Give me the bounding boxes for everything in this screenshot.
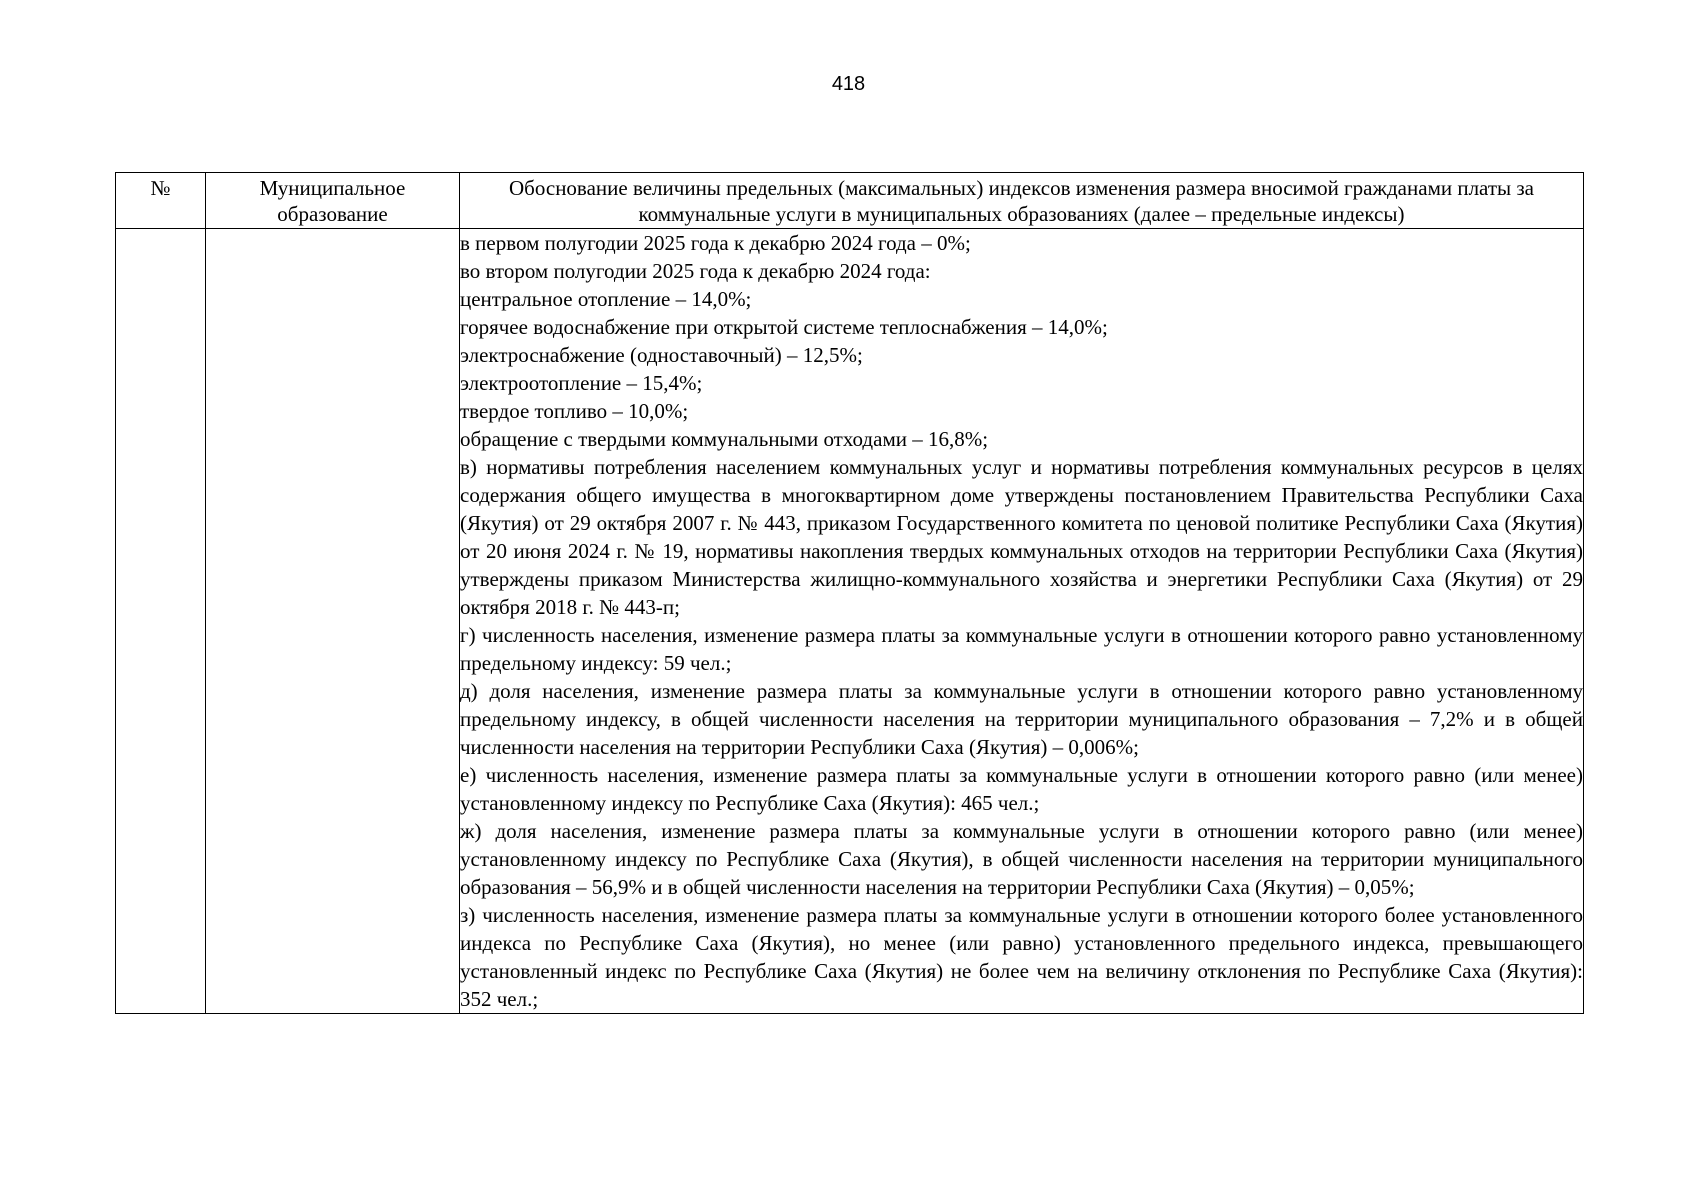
cell-number bbox=[116, 229, 206, 1014]
justification-table bbox=[115, 172, 1584, 1014]
paragraph-z-population-count: з) численность населения, изменение размера платы за коммунальные услуги в отношении которого более установленного индекса по Республике Саха (Якутия), но менее (или равно) установленного предельного индекса, превышающего установленный индекс по Республике Саха (Якутия) не более чем на величину отклонения по Республике Саха (Якутия): 352 чел.; bbox=[460, 903, 1583, 1011]
header-number: № bbox=[116, 173, 206, 229]
index-line-second-half: во втором полугодии 2025 года к декабрю 2024 года: bbox=[460, 259, 931, 283]
paragraph-v-norms: в) нормативы потребления населением коммунальных услуг и нормативы потребления коммунальных ресурсов в целях содержания общего имущества в многоквартирном доме утверждены постановлением Правительства Республики Саха (Якутия) от 29 октября 2007 г. № 443, приказом Государственного комитета по ценовой политике Республики Саха (Якутия) от 20 июня 2024 г. № 19, нормативы накопления твердых коммунальных отходов на территории Республики Саха (Якутия) утверждены приказом Министерства жилищно-коммунального хозяйства и энергетики Республики Саха (Якутия) от 29 октября 2018 г. № 443-п; bbox=[460, 455, 1583, 619]
cell-justification bbox=[460, 229, 1584, 1014]
paragraph-g-population-count: г) численность населения, изменение размера платы за коммунальные услуги в отношении которого равно установленному предельному индексу: 59 чел.; bbox=[460, 623, 1583, 675]
paragraph-d-population-share: д) доля населения, изменение размера платы за коммунальные услуги в отношении которого равно установленному предельному индексу, в общей численности населения на территории муниципального образования – 7,2% и в общей численности населения на территории Республики Саха (Якутия) – 0,006%; bbox=[460, 679, 1583, 759]
index-line-electricity: электроснабжение (одноставочный) – 12,5%; bbox=[460, 343, 863, 367]
index-line-central-heating: центральное отопление – 14,0%; bbox=[460, 287, 752, 311]
page-number: 418 bbox=[831, 73, 866, 95]
paragraph-zh-population-share: ж) доля населения, изменение размера платы за коммунальные услуги в отношении которого равно (или менее) установленному индексу по Республике Саха (Якутия), в общей численности населения на территории муниципального образования – 56,9% и в общей численности населения на территории Республики Саха (Якутия) – 0,05%; bbox=[460, 819, 1583, 899]
cell-municipality bbox=[206, 229, 460, 1014]
index-line-electric-heating: электроотопление – 15,4%; bbox=[460, 371, 703, 395]
index-line-first-half: в первом полугодии 2025 года к декабрю 2024 года – 0%; bbox=[460, 231, 971, 255]
index-line-solid-waste: обращение с твердыми коммунальными отходами – 16,8%; bbox=[460, 427, 989, 451]
index-line-hot-water: горячее водоснабжение при открытой системе теплоснабжения – 14,0%; bbox=[460, 315, 1108, 339]
header-municipality: Муниципальное образование bbox=[206, 173, 460, 229]
table-header-row bbox=[116, 173, 1584, 229]
table-row bbox=[116, 229, 1584, 1014]
paragraph-e-population-count: е) численность населения, изменение размера платы за коммунальные услуги в отношении которого равно (или менее) установленному индексу по Республике Саха (Якутия): 465 чел.; bbox=[460, 763, 1583, 815]
index-line-solid-fuel: твердое топливо – 10,0%; bbox=[460, 399, 689, 423]
header-justification: Обоснование величины предельных (максимальных) индексов изменения размера вносимой гражданами платы за коммунальные услуги в муниципальных образованиях (далее – предельные индексы) bbox=[460, 173, 1584, 229]
